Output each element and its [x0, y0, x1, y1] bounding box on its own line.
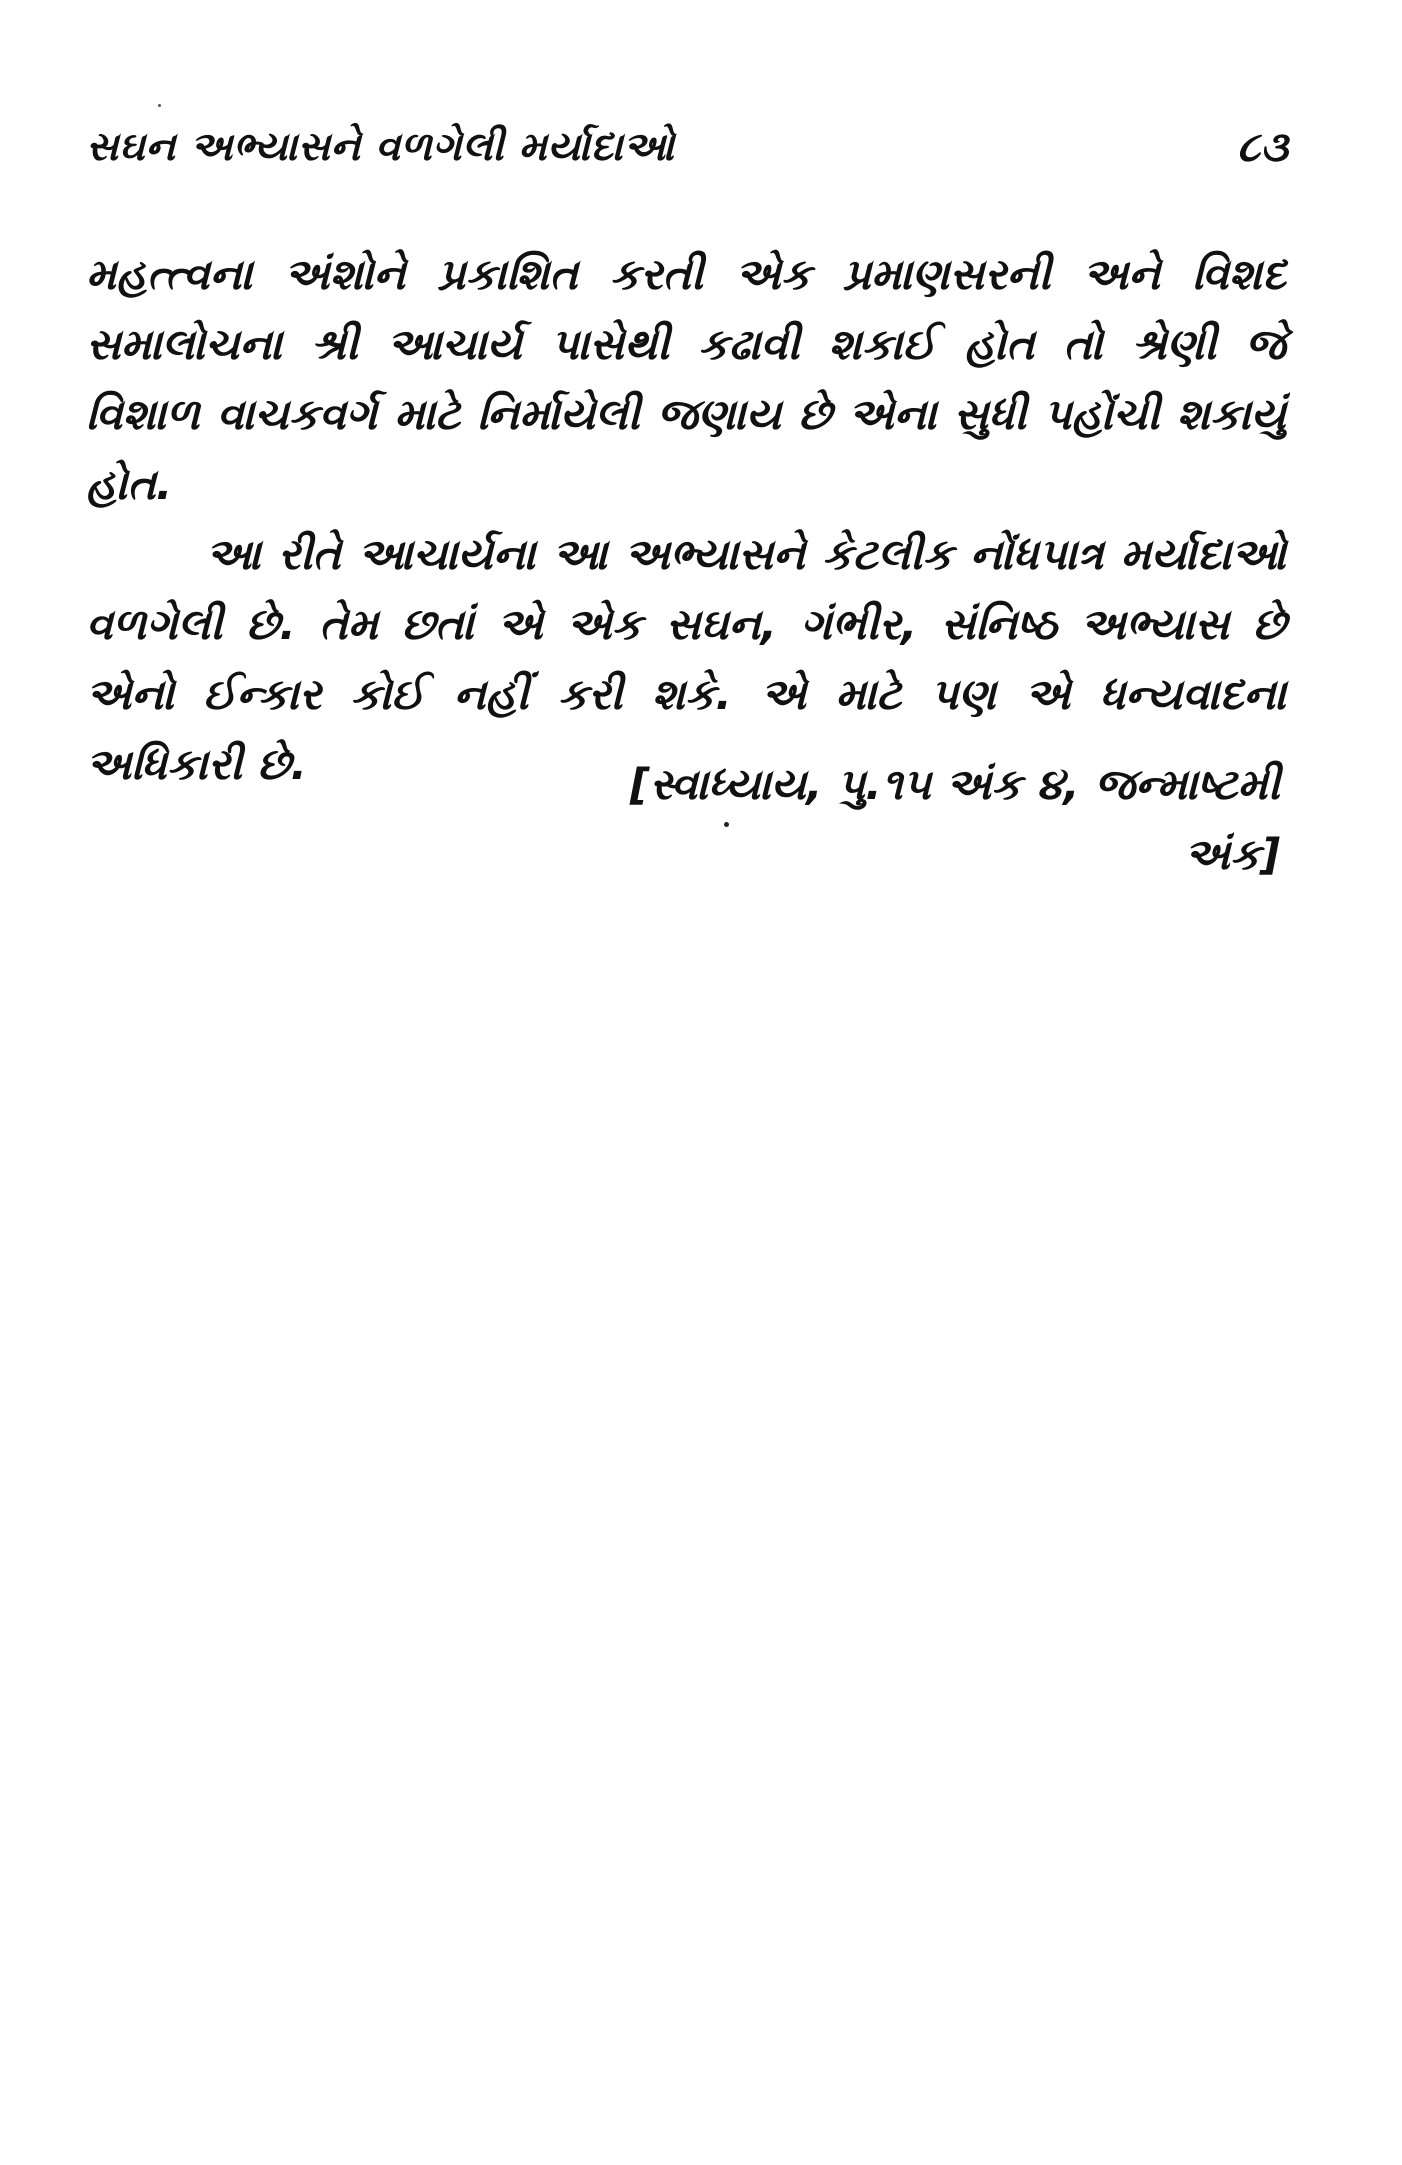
print-speck — [724, 822, 729, 827]
paragraph: આ રીતે આચાર્યના આ અભ્યાસને કેટલીક નોંધપાત્ર મર્યાદાઓ વળગેલી છે. તેમ છતાં એ એક સઘન, ગંભીર, સંનિષ્ઠ અભ્યાસ છે એનો ઈન્કાર કોઈ નહીં કરી શકે. એ માટે પણ એ ધન્યવાદના અધિકારી છે. — [86, 530, 1286, 790]
body-text — [86, 240, 1286, 800]
paragraph: મહત્ત્વના અંશોને પ્રકાશિત કરતી એક પ્રમાણસરની અને વિશદ સમાલોચના શ્રી આચાર્ય પાસેથી કઢાવી શકાઈ હોત તો શ્રેણી જે વિશાળ વાચકવર્ગ માટે નિર્માયેલી જણાય છે એના સુધી પહોંચી શકાયું હોત. — [86, 250, 1286, 510]
source-citation: [સ્વાધ્યાય, પુ.૧૫ અંક ૪, જન્માષ્ટમી અંક] — [629, 760, 1280, 880]
running-head — [86, 112, 1306, 182]
print-speck — [158, 104, 161, 107]
running-title: સઘન અભ્યાસને વળગેલી મર્યાદાઓ — [86, 124, 675, 170]
page-number: ૮૩ — [1236, 122, 1288, 171]
